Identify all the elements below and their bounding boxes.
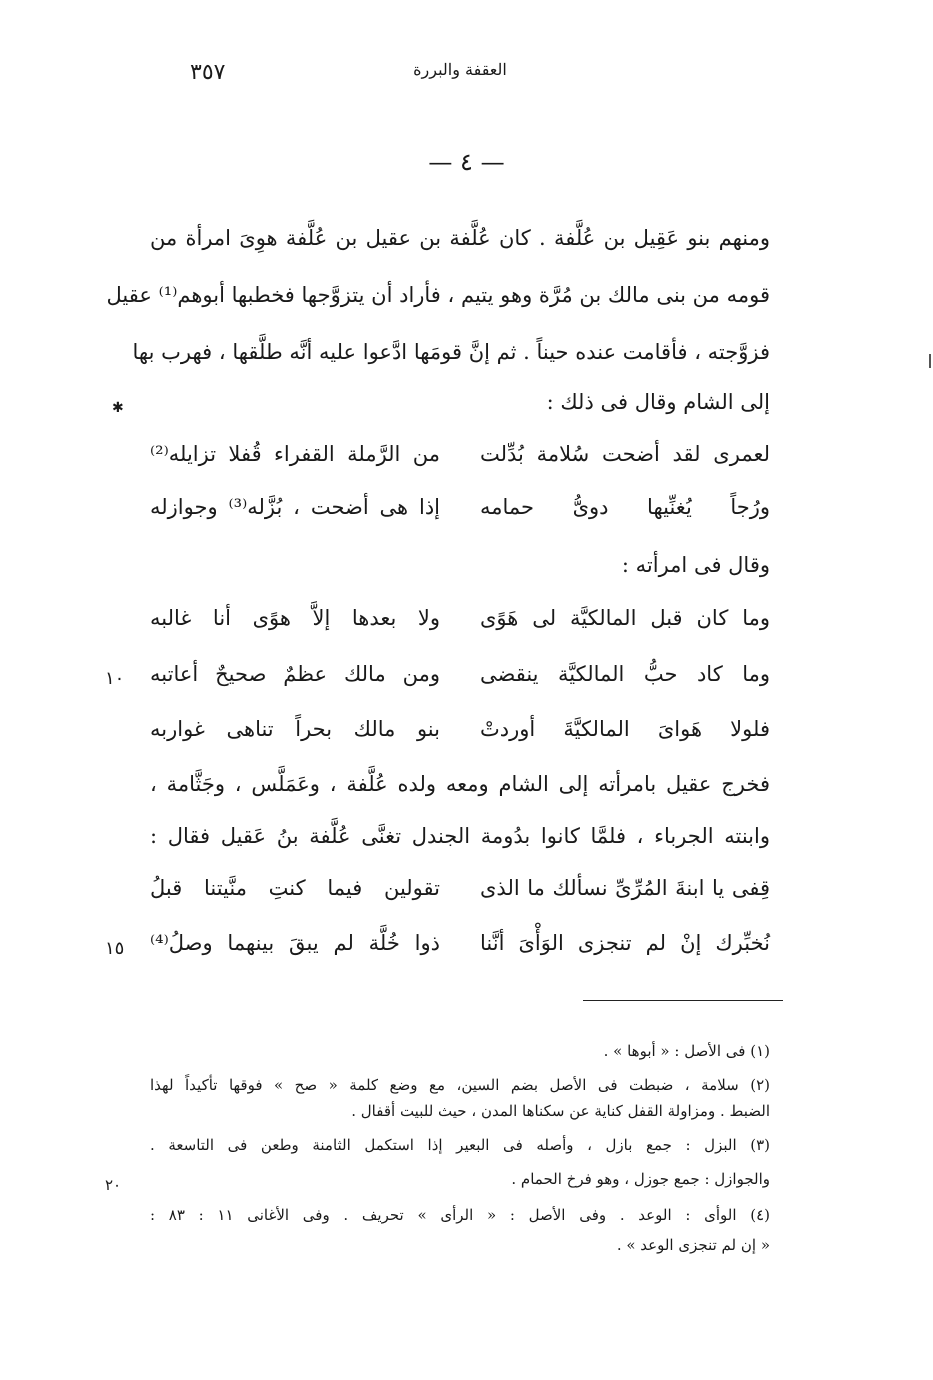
margin-star-mark: ✱ bbox=[112, 400, 124, 416]
verse-second-hemistich: ذوا خُلَّة لم يبقَ بينهما وصلُ⁽⁴⁾ bbox=[150, 931, 440, 955]
page-header bbox=[150, 56, 770, 86]
section-number: — ٤ — bbox=[428, 148, 505, 176]
line-number-15: ١٥ bbox=[105, 938, 125, 959]
verse-second-hemistich: ولا بعدها إلاَّ هوًى أنا غالبه bbox=[150, 606, 440, 630]
edge-mark bbox=[929, 354, 931, 368]
footnote-line: (١) فى الأصل : « أبوها » . bbox=[603, 1042, 770, 1060]
prose-line: قومه من بنى مالك بن مُرَّة وهو يتيم ، فأراد أن يتزوَّجها فخطبها أبوهم⁽¹⁾ عقيل bbox=[106, 283, 770, 307]
verse-second-hemistich: إذا هى أضحت ، بُزَّله⁽³⁾ وجوازله bbox=[150, 495, 441, 519]
footnote-divider bbox=[583, 1000, 783, 1001]
verse-second-hemistich: تقولين فيما كنتِ منَّيتنا قبلُ bbox=[150, 876, 440, 900]
running-title: العقفة والبررة bbox=[413, 60, 507, 79]
verse-row bbox=[150, 442, 770, 476]
verse-second-hemistich: بنو مالك بحراً تناهى غواربه bbox=[150, 717, 440, 741]
prose-line: وابنته الجرباء ، فلمَّا كانوا بدُومة الجندل تغنَّى عُلَّفة بنُ عَقيل فقال : bbox=[150, 824, 770, 848]
verse-row bbox=[150, 662, 770, 696]
verse-first-hemistich: نُخبِّرك إنْ لم تنجزى الوَأْىَ أنَّنا bbox=[480, 931, 770, 955]
verse-first-hemistich: قِفى يا ابنةَ المُرِّىِّ نسألك ما الذى bbox=[480, 876, 770, 900]
footnote-line: « إن لم تنجزى الوعد » . bbox=[616, 1236, 770, 1254]
verse-second-hemistich: من الرَّملة القفراء قُفلا تزايله⁽²⁾ bbox=[150, 442, 440, 466]
verse-first-hemistich: وما كان قبل المالكيَّة لى هَوًى bbox=[480, 606, 770, 630]
footnote-line: (٢) سلامة ، ضبطت فى الأصل بضم السين، مع وضع كلمة « صح » فوقها تأكيداً لهذا bbox=[150, 1076, 770, 1094]
verse-first-hemistich: ورُجاً يُغنِّيها دوىُّ حمامه bbox=[480, 495, 770, 519]
verse-second-hemistich: ومن مالك عظمٌ صحيحٌ أعاتبه bbox=[150, 662, 440, 686]
verse-first-hemistich: وما كاد حبُّ المالكيَّة ينقضى bbox=[480, 662, 770, 686]
prose-line: ومنهم بنو عَقِيل بن عُلَّفة . كان عُلَّفة بن عقيل بن عُلَّفة هوِىَ امرأة من bbox=[150, 226, 770, 250]
verse-row bbox=[150, 931, 770, 965]
footnote-line: (٣) البزل : جمع بازل ، وأصله فى البعير إذا استكمل الثامنة وطعن فى التاسعة . bbox=[150, 1136, 770, 1154]
prose-line: فزوَّجته ، فأقامت عنده حيناً . ثم إنَّ قومَها ادَّعوا عليه أنَّه طلَّقها ، فهرب بها bbox=[132, 340, 770, 364]
line-number-10: ١٠ bbox=[105, 668, 125, 689]
verse-intro: وقال فى امرأته : bbox=[621, 553, 770, 577]
page-number: ٣٥٧ bbox=[190, 60, 226, 85]
prose-line: إلى الشام وقال فى ذلك : bbox=[546, 390, 770, 414]
verse-row bbox=[150, 495, 770, 529]
verse-row bbox=[150, 876, 770, 910]
verse-row bbox=[150, 606, 770, 640]
prose-line: فخرج عقيل بامرأته إلى الشام ومعه ولده عُلَّفة ، وعَمَلَّس ، وجَثَّامة ، bbox=[150, 772, 770, 796]
footnote-line: الضبط . ومزاولة القفل كناية عن سكناها المدن ، حيث للبيت أقفال . bbox=[351, 1102, 770, 1120]
verse-first-hemistich: فلولا هَواىَ المالكيَّةَ أوردتْ bbox=[480, 717, 770, 741]
verse-first-hemistich: لعمرى لقد أضحت سُلامة بُدِّلت bbox=[480, 442, 770, 466]
verse-row bbox=[150, 717, 770, 751]
line-number-20: ٢٠ bbox=[105, 1176, 122, 1194]
footnote-line: (٤) الوأى : الوعد . وفى الأصل : « الرأى » تحريف . وفى الأغانى ١١ : ٨٣ : bbox=[150, 1206, 770, 1224]
footnote-line: والجوازل : جمع جوزل ، وهو فرخ الحمام . bbox=[511, 1170, 770, 1188]
